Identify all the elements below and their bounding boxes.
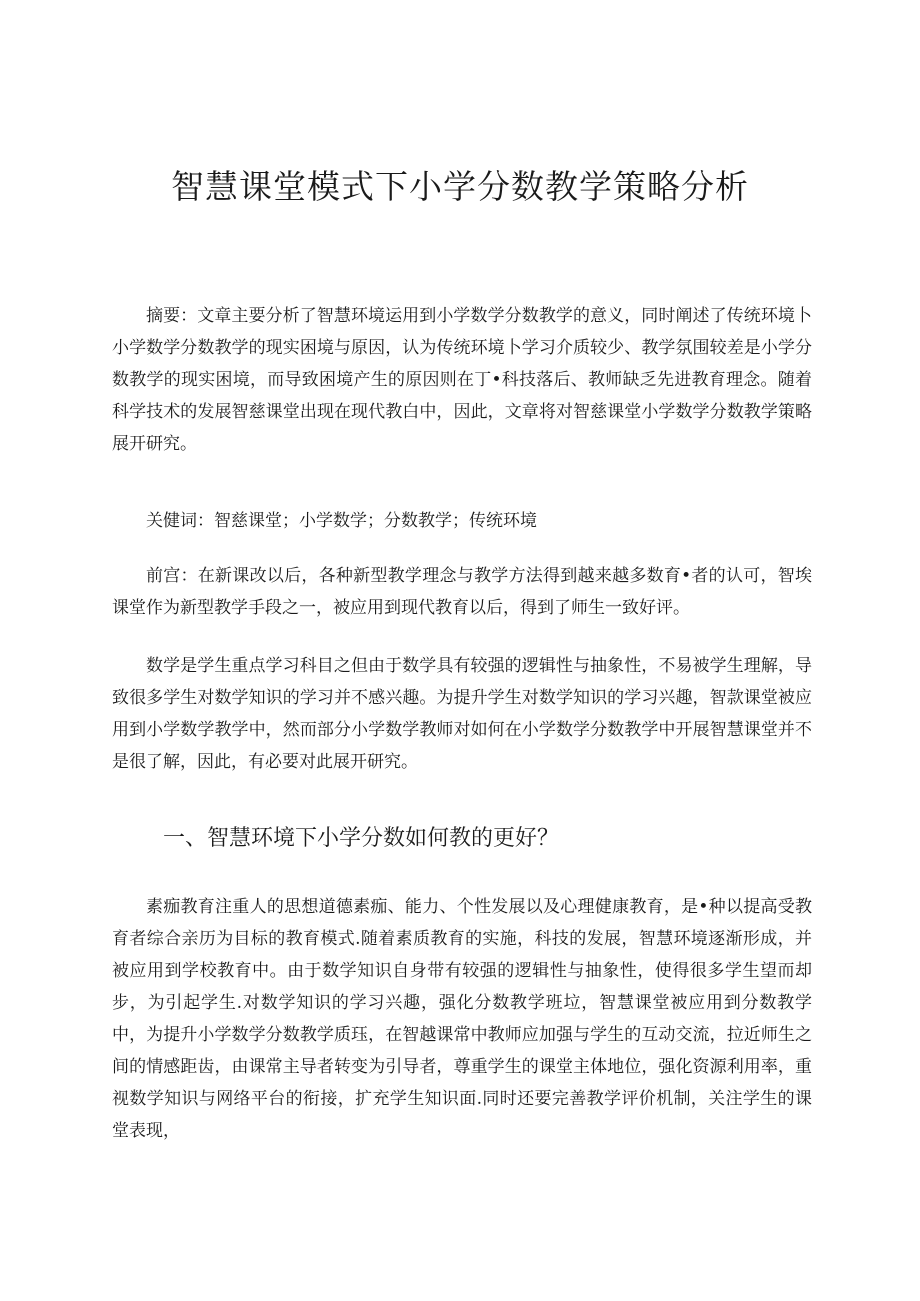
section-heading: 一、智慧环境下小学分数如何教的更好？ bbox=[163, 826, 560, 851]
abstract-paragraph: 摘要：文章主要分析了智慧环境运用到小学数学分数教学的意义，同时阐述了传统环境卜小学数学分数教学的现实困境与原因，认为传统环境卜学习介质较少、教学氛围较差是小学分数教学的现实困境，而导致困境产生的原因则在丁•科技落后、教师缺乏先进教育理念。随着科学技术的发展智慈课堂出现在现代教白中，因此，文章将对智慈课堂小学数学分数教学策略展开研究。 bbox=[112, 306, 812, 454]
intro-paragraph: 数学是学生重点学习科目之但由于数学具有较强的逻辑性与抽象性，不易被学生理解，导致很多学生对数学知识的学习并不感兴趣。为提升学生对数学知识的学习兴趣，智款课堂被应用到小学数学教学中，然而部分小学数学教师对如何在小学数学分数教学中开展智慧课堂并不是很了解，因此，有必要对此展开研究。 bbox=[112, 656, 812, 772]
preface-paragraph: 前宫：在新课改以后，各种新型教学理念与教学方法得到越来越多数育•者的认可，智埃课堂作为新型教学手段之一，被应用到现代教育以后，得到了师生一致好评。 bbox=[112, 566, 812, 618]
section-body-paragraph: 素痂教育注重人的思想道德素痂、能力、个性发展以及心理健康教育，是•种以提高受教育者综合亲历为目标的教育模式.随着素质教育的实施，科技的发展，智慧环境逐渐形成，并被应用到学校教育中。由于数学知识自身带有较强的逻辑性与抽象性，使得很多学生望而却步，为引起学生.对数学知识的学习兴趣，强化分数教学班垃，智慧课堂被应用到分数教学中，为提升小学数学分数教学质珏，在智越课常中教师应加强与学生的互动交流，拉近师生之间的情感距齿，由课常主导者转变为引导者，尊重学生的课堂主体地位，强化资源利用率，重视数学知识与网络平台的衔接，扩充学生知识面.同时还要完善教学评价机制，关注学生的课堂表现， bbox=[112, 897, 812, 1141]
document-title: 智慧课堂模式下小学分数教学策略分析 bbox=[171, 167, 749, 206]
keywords-paragraph: 关健词：智慈课堂；小学数学；分数教学；传统环境 bbox=[146, 511, 537, 531]
